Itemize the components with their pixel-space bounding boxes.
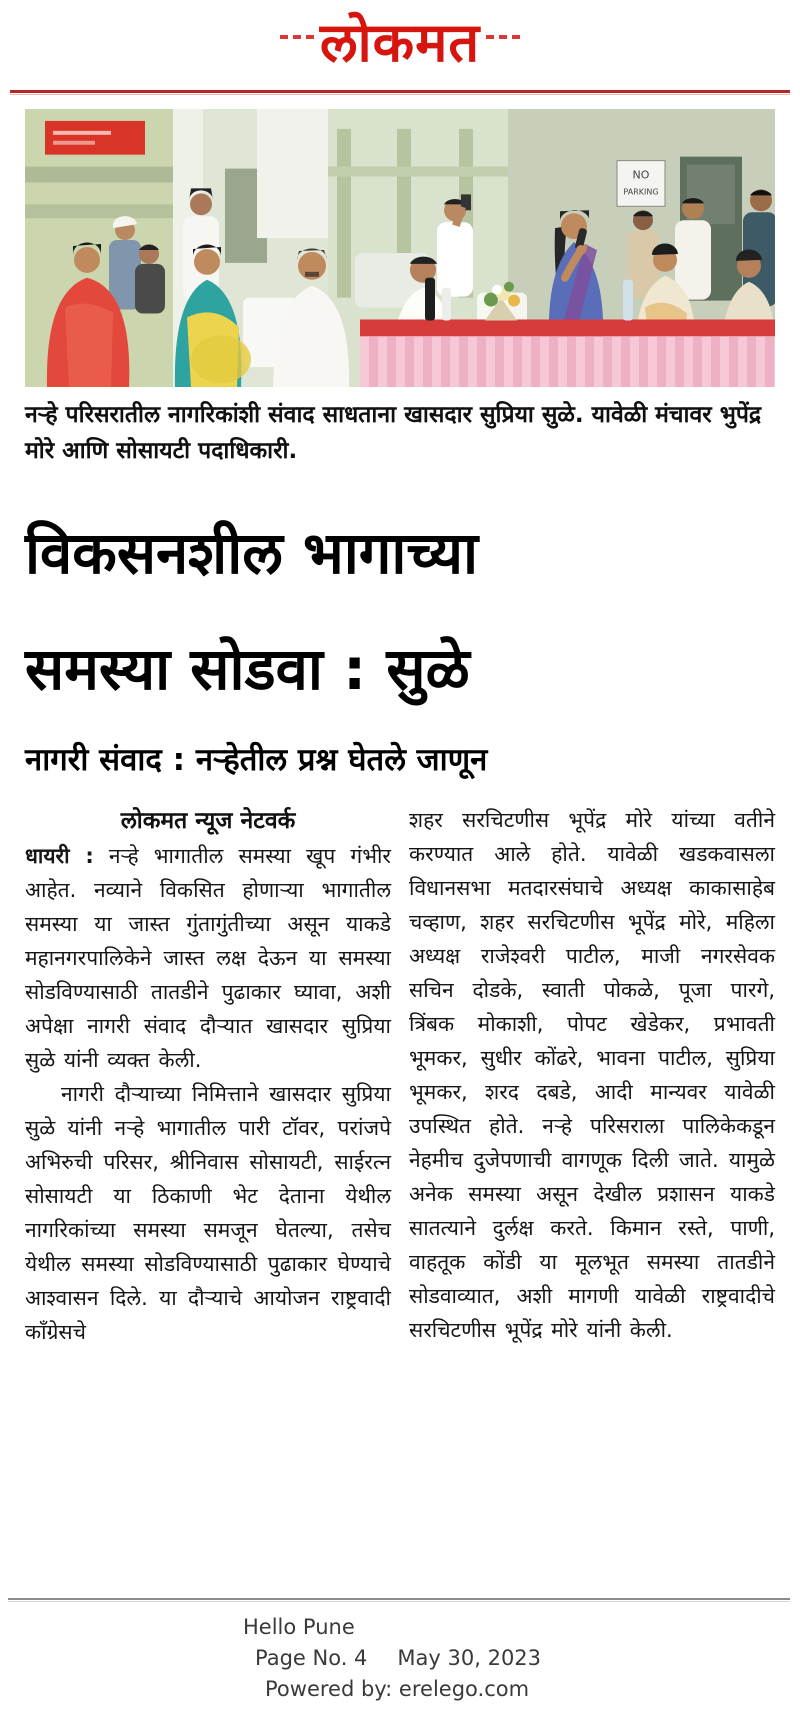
bottle-white [442, 288, 451, 321]
no-parking-sign [617, 161, 665, 207]
water-bottle [623, 280, 633, 321]
photo-illustration [25, 109, 775, 387]
dateline: धायरी : [25, 844, 94, 868]
headline-line-2: समस्या सोडवा : सुळे [25, 635, 470, 703]
footer-divider [8, 1598, 790, 1602]
article-headline [25, 495, 775, 727]
photo-caption: नऱ्हे परिसरातील नागरिकांशी संवाद साधताना खासदार सुप्रिया सुळे. यावेळी मंचावर भुपेंद्र मोरे आणि सोसायटी पदाधिकारी. [25, 402, 762, 464]
byline: लोकमत न्यूज नेटवर्क [120, 808, 296, 834]
footer-page-number: Page No. 4 [255, 1646, 368, 1670]
paragraph-1-text: नऱ्हे भागातील समस्या खूप गंभीर आहेत. नव्याने विकसित होणाऱ्या भागातील समस्या या जास्त गुंतागुंतीच्या असून याकडे महानगरपालिकेने जास्त लक्ष देऊन या समस्या सोडविण्यासाठी तातडीने पुढाकार घ्यावा, अशी अपेक्षा नागरी संवाद दौऱ्यात खासदार सुप्रिया सुळे यांनी व्यक्त केली. [25, 844, 392, 1072]
headline-line-1: विकसनशील भागाच्या [25, 519, 479, 587]
newspaper-logo: लोकमत [320, 4, 480, 82]
footer-publication: Hello Pune [243, 1615, 355, 1639]
red-banner [45, 121, 145, 155]
footer-powered-by: Powered by: erelego.com [265, 1677, 530, 1701]
page-footer [243, 1612, 541, 1705]
paragraph-3: शहर सरचिटणीस भूपेंद्र मोरे यांच्या वतीने करण्यात आले होते. यावेळी खडकवासला विधानसभा मतदारसंघाचे अध्यक्ष काकासाहेब चव्हाण, शहर सरचिटणीस भूपेंद्र मोरे, महिला अध्यक्ष राजेश्वरी पाटील, माजी नगरसेवक सचिन दोडके, स्वाती पोकळे, पूजा पारगे, त्रिंबक मोकाशी, पोपट खेडेकर, प्रभावती भूमकर, सुधीर कोंढरे, भावना पाटील, सुप्रिया भूमकर, शरद दबडे, आदी मान्यवर यावेळी उपस्थित होते. नऱ्हे परिसराला पालिकेकडून नेहमीच दुजेपणाची वागणूक दिली जाते. यामुळे अनेक समस्या असून देखील प्रशासन याकडे सातत्याने दुर्लक्ष करते. किमान रस्ते, पाणी, वाहतूक कोंडी या मूलभूत समस्या तातडीने सोडवाव्यात, अशी मागणी यावेळी राष्ट्रवादीचे सरचिटणीस भूपेंद्र मोरे यांनी केली. [409, 808, 775, 1342]
footer-date: May 30, 2023 [397, 1646, 542, 1670]
article-photo [25, 109, 775, 387]
column-right [409, 803, 775, 1551]
svg-text:NO: NO [632, 168, 650, 182]
svg-text:PARKING: PARKING [623, 187, 659, 197]
footer-page-date [243, 1643, 541, 1674]
masthead-divider [10, 90, 790, 95]
article-body [25, 803, 775, 1551]
article-subheadline: नागरी संवाद : नऱ्हेतील प्रश्न घेतले जाणून [25, 742, 488, 778]
paragraph-2: नागरी दौऱ्याच्या निमित्ताने खासदार सुप्रिया सुळे यांनी नऱ्हे भागातील पारी टॉवर, परांजपे अभिरुची परिसर, श्रीनिवास सोसायटी, साईरत्न सोसायटी या ठिकाणी भेट देताना येथील नागरिकांच्या समस्या समजून घेतल्या, तसेच येथील समस्या सोडविण्यासाठी पुढाकार घेण्याचे आश्वासन दिले. या दौऱ्याचे आयोजन राष्ट्रवादी काँग्रेसचे [25, 1082, 391, 1344]
column-left [25, 803, 391, 1551]
paragraph-1 [25, 839, 391, 1077]
bottle-dark [425, 278, 435, 321]
newspaper-masthead [0, 0, 800, 86]
